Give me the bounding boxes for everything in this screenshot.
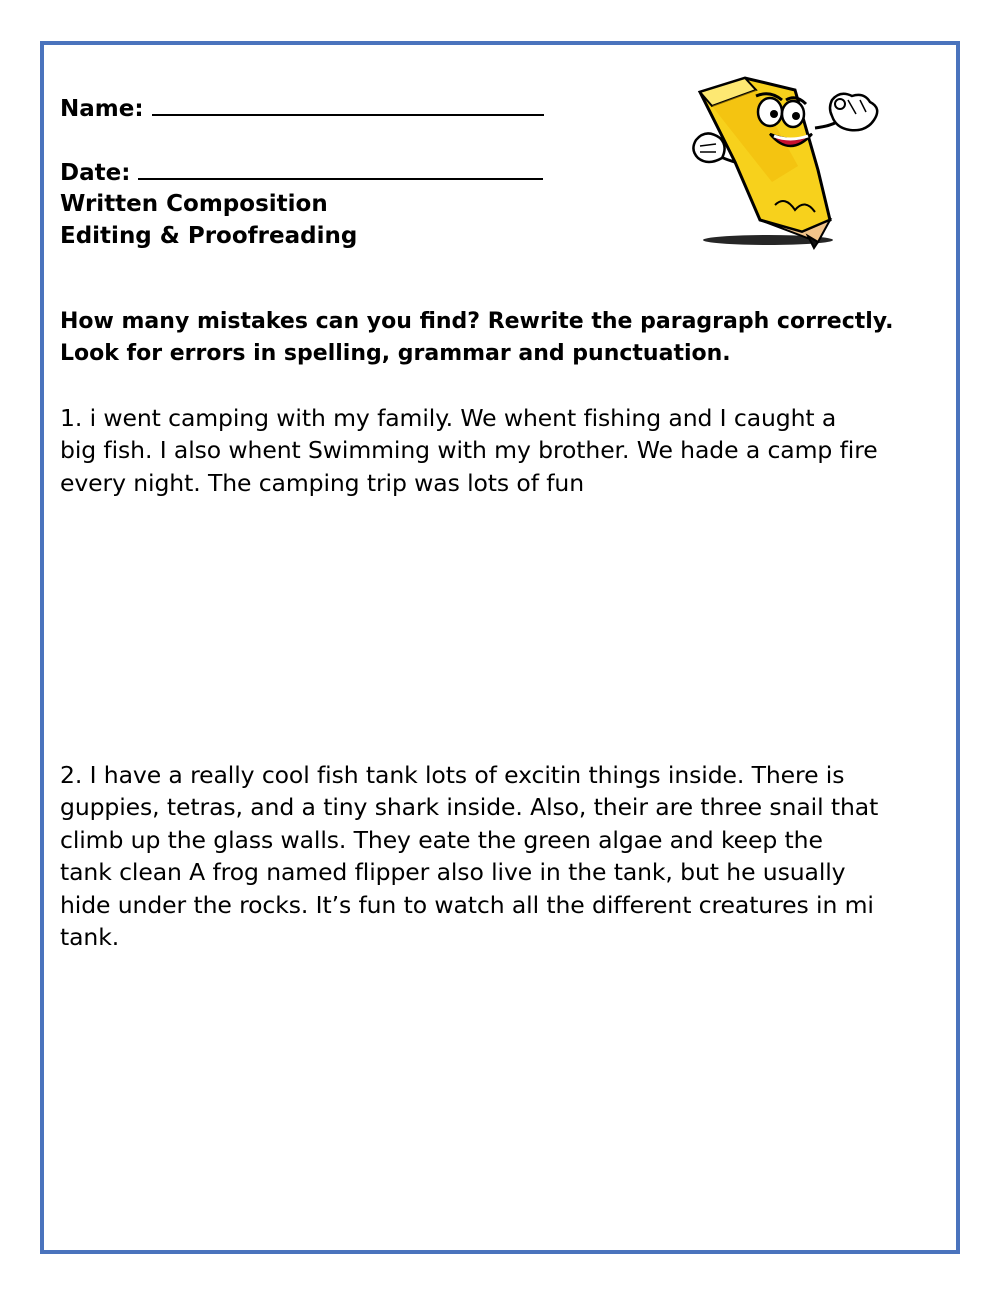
subject-heading: Written Composition [60,191,328,217]
name-field [60,92,544,125]
exercise-1-line: every night. The camping trip was lots of fun [60,468,585,497]
name-label: Name: [60,96,144,122]
name-blank-line[interactable] [152,92,544,116]
exercise-1-paragraph [60,402,950,499]
exercise-2-paragraph [60,759,950,953]
instructions-line: Look for errors in spelling, grammar and punctuation. [60,341,731,366]
exercise-1-line: big fish. I also whent Swimming with my brother. We hade a camp fire [60,436,878,465]
exercise-2-line: climb up the glass walls. They eate the green algae and keep the [60,825,823,854]
date-field [60,156,543,189]
exercise-2-line: tank. [60,923,120,952]
exercise-1-line: 1. i went camping with my family. We whent fishing and I caught a [60,404,837,432]
exercise-2-line: hide under the rocks. It’s fun to watch all the different creatures in mi [60,890,874,919]
exercise-2-line: 2. I have a really cool fish tank lots of excitin things inside. There is [60,761,845,789]
pencil-mascot-icon [690,70,890,255]
date-label: Date: [60,160,131,186]
instructions-line: How many mistakes can you find? Rewrite the paragraph correctly. [60,309,894,334]
exercise-2-line: tank clean A frog named flipper also live in the tank, but he usually [60,858,846,887]
exercise-2-line: guppies, tetras, and a tiny shark inside. Also, their are three snail that [60,793,879,822]
topic-heading: Editing & Proofreading [60,223,358,249]
instructions [60,306,940,370]
date-blank-line[interactable] [138,156,543,180]
